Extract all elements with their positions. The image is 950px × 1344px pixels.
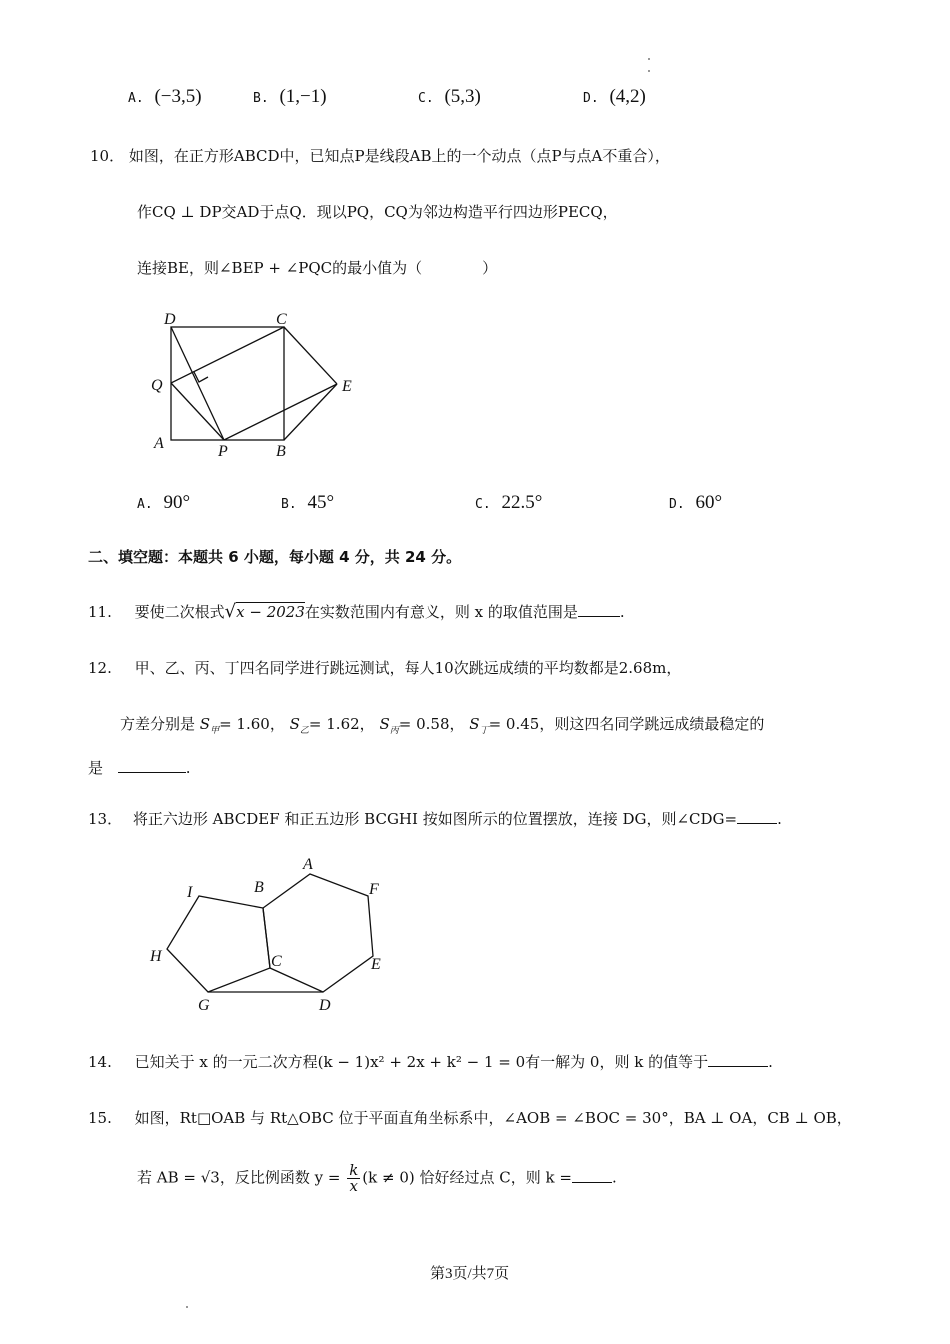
variance-4: $S_丁$ (469, 715, 489, 736)
radical-sign: √ (224, 601, 237, 622)
scan-speck (648, 58, 650, 60)
q13: 13． 将正六边形 ABCDEF 和正五边形 BCGHI 按如图所示的位置摆放，连接 DG，则∠CDG= . (88, 810, 782, 828)
square-abcd (171, 327, 284, 440)
segment-pe (224, 384, 337, 440)
q15-line1: 15. 如图，Rt□OAB 与 Rt△OBC 位于平面直角坐标系中，∠AOB = ∠BOC = 30°，BA ⊥ OA，CB ⊥ OB， (88, 1109, 852, 1127)
label-a: A (154, 435, 164, 452)
q10-line1: 10． 如图，在正方形ABCD中，已知点P是线段AB上的一个动点（点P与点A不重合）， (90, 147, 670, 165)
variance-2: $S_乙$ (289, 715, 309, 736)
q10-option-b: B. 45° (281, 492, 335, 513)
label-q: Q (151, 377, 163, 394)
radicand: x − 2023 (236, 603, 305, 621)
segment-dp (171, 327, 224, 440)
q10-line3: 连接BE，则∠BEP + ∠PQC的最小值为（ ） (137, 259, 498, 277)
label-c: C (271, 953, 282, 970)
q13-figure (140, 848, 400, 1018)
segment-be (284, 384, 337, 440)
q13-answer-blank[interactable] (737, 809, 777, 824)
q9-option-a: A. (−3,5) (128, 86, 202, 107)
label-b: B (254, 879, 264, 896)
label-b: B (276, 443, 286, 460)
q10-option-d: D. 60° (669, 492, 723, 513)
q10-figure (145, 305, 375, 465)
q9-option-c: C. (5,3) (418, 86, 481, 107)
label-i: I (187, 884, 193, 901)
segment-ce (284, 327, 337, 384)
segment-qp (171, 383, 224, 440)
pentagon-bcghi (167, 896, 270, 992)
segment-cq (171, 327, 284, 383)
label-g: G (198, 997, 210, 1014)
q10-line2: 作CQ ⊥ DP交AD于点Q．现以PQ，CQ为邻边构造平行四边形PECQ， (137, 203, 618, 221)
label-e: E (371, 956, 381, 973)
q11-answer-blank[interactable] (578, 602, 620, 617)
q15-line2: 若 AB = √3，反比例函数 y = $\frac{k}{x}$ (k ≠ 0) 恰好经过点 C，则 k = . (137, 1161, 617, 1195)
scan-speck (648, 70, 650, 72)
label-p: P (218, 443, 228, 460)
label-d: D (164, 311, 176, 328)
label-f: F (369, 881, 379, 898)
q9-option-d: D. (4,2) (583, 86, 646, 107)
q12-answer-blank[interactable] (118, 758, 186, 773)
scan-speck (186, 1306, 188, 1308)
q15-answer-blank[interactable] (572, 1168, 612, 1183)
q12-line3: 是 . (88, 759, 191, 777)
variance-3: $S_丙$ (379, 715, 399, 736)
q12-line2: 方差分别是 $S_甲= 1.60$， $S_乙= 1.62$， $S_丙= 0.58$， $S_丁= 0.45$，则这四名同学跳远成绩最稳定的 (120, 715, 765, 736)
variance-1: $S_甲$ (199, 715, 220, 736)
label-e: E (342, 378, 352, 395)
hexagon-abcdef (263, 874, 373, 992)
fraction-k-over-x: $\frac{k}{x}$ (349, 1161, 359, 1195)
label-d: D (319, 997, 331, 1014)
q11: 11. 要使二次根式√x − 2023在实数范围内有意义，则 x 的取值范围是 . (88, 601, 625, 622)
q9-option-b: B. (1,−1) (253, 86, 327, 107)
section-heading: 二、填空题：本题共 6 小题，每小题 4 分，共 24 分。 (88, 548, 462, 566)
q10-option-c: C. 22.5° (475, 492, 543, 513)
q14-answer-blank[interactable] (708, 1052, 768, 1067)
label-h: H (150, 948, 162, 965)
label-c: C (276, 311, 287, 328)
q14: 14. 已知关于 x 的一元二次方程(k − 1)x² + 2x + k² − 1 = 0有一解为 0，则 k 的值等于 . (88, 1053, 773, 1071)
q12-line1: 12. 甲、乙、丙、丁四名同学进行跳远测试，每人10次跳远成绩的平均数都是2.68m， (88, 659, 682, 677)
page-footer: 第3页/共7页 (430, 1266, 510, 1282)
label-a: A (303, 856, 313, 873)
q10-option-a: A. 90° (137, 492, 191, 513)
